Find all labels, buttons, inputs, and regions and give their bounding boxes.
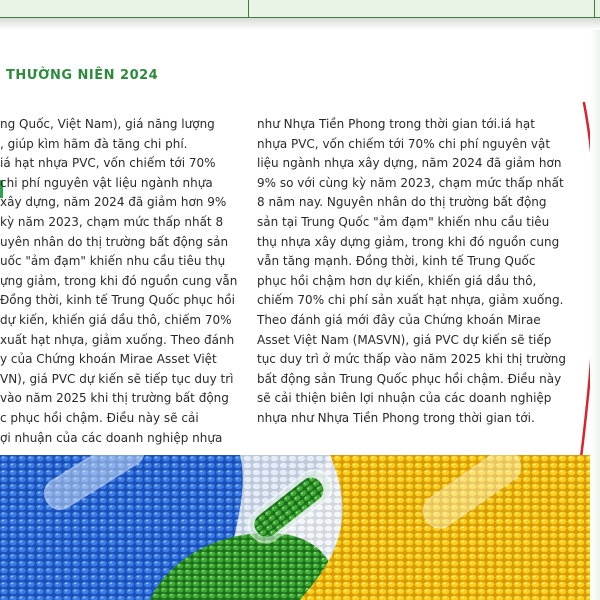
text-line: VN), giá PVC dự kiến sẽ tiếp tục duy trì — [0, 371, 234, 386]
text-line: Theo đánh giá mới đây của Chứng khoán Mirae — [257, 312, 541, 327]
left-text-column — [0, 115, 250, 448]
text-line: uốc "ảm đạm" khiến nhu cầu tiêu thụ — [0, 254, 226, 269]
text-line: như Nhựa Tiền Phong trong thời gian tới.iá hạt — [257, 117, 535, 131]
text-line: vào năm 2025 khi thị trường bất động — [0, 391, 229, 406]
text-line: uyên nhân do thị trường bất động sản — [0, 234, 229, 249]
page-fold-shadow — [0, 18, 600, 30]
text-line: 9% so với cùng kỳ năm 2023, chạm mức thấp nhất — [257, 175, 564, 190]
text-line: xây dựng, năm 2024 đã giảm hơn 9% — [0, 195, 227, 210]
page-edge — [590, 30, 600, 600]
section-header: THƯỜNG NIÊN 2024 — [6, 68, 159, 83]
text-line: sản tại Trung Quốc "ảm đạm" khiến nhu cầu tiêu — [257, 214, 550, 229]
text-line: chi phí nguyên vật liệu ngành nhựa — [0, 175, 213, 190]
text-line: kỳ năm 2023, chạm mức thấp nhất 8 — [0, 214, 224, 229]
right-text-column — [257, 115, 589, 429]
text-line: vẫn tăng mạnh. Đồng thời, kinh tế Trung Quốc — [257, 254, 536, 269]
text-line: iá hạt nhựa PVC, vốn chiếm tới 70% — [0, 156, 216, 171]
text-line: nhựa như Nhựa Tiền Phong trong thời gian tới. — [257, 410, 535, 425]
text-line: , giúp kìm hãm đà tăng chi phí. — [0, 136, 188, 151]
text-line: dự kiến, khiến giá dầu thô, chiếm 70% — [0, 312, 232, 327]
text-line: bất động sản Trung Quốc phục hồi chậm. Điều này — [257, 371, 562, 386]
text-line: liệu ngành nhựa xây dựng, năm 2024 đã giảm hơn — [257, 156, 562, 171]
text-line: ựng giảm, trong khi đó nguồn cung vẫn — [0, 273, 238, 288]
text-line: 8 năm nay. Nguyên nhân do thị trường bất động — [257, 195, 547, 210]
top-table-strip — [0, 0, 600, 18]
text-line: tục duy trì ở mức thấp vào năm 2025 khi thị trường — [257, 352, 567, 367]
table-cell — [249, 0, 595, 17]
text-line: phục hồi chậm hơn dự kiến, khiến giá dầu thô, — [257, 273, 537, 288]
text-line: sẽ cải thiện biên lợi nhuận của các doanh nghiệp — [257, 391, 552, 406]
text-line: thụ nhựa xây dựng giảm, trong khi đó nguồn cung — [257, 234, 560, 249]
text-line: y của Chứng khoán Mirae Asset Việt — [0, 352, 217, 367]
text-line: Asset Việt Nam (MASVN), giá PVC dự kiến sẽ tiếp — [257, 332, 552, 347]
table-cell — [0, 0, 249, 17]
text-line: nhựa PVC, vốn chiếm tới 70% chi phí nguyên vật — [257, 136, 551, 151]
text-line: xuất hạt nhựa, giảm xuống. Theo đánh — [0, 332, 235, 347]
text-line: ợi nhuận của các doanh nghiệp nhựa — [0, 430, 223, 445]
text-line: Đồng thời, kinh tế Trung Quốc phục hồi — [0, 293, 235, 308]
text-line: chiếm 70% chi phí sản xuất hạt nhựa, giảm xuống. — [257, 293, 564, 308]
plastic-pellets-photo — [0, 455, 590, 600]
text-line: c phục hồi chậm. Điều này sẽ cải — [0, 410, 199, 425]
text-line: ng Quốc, Việt Nam), giá năng lượng — [0, 117, 215, 131]
